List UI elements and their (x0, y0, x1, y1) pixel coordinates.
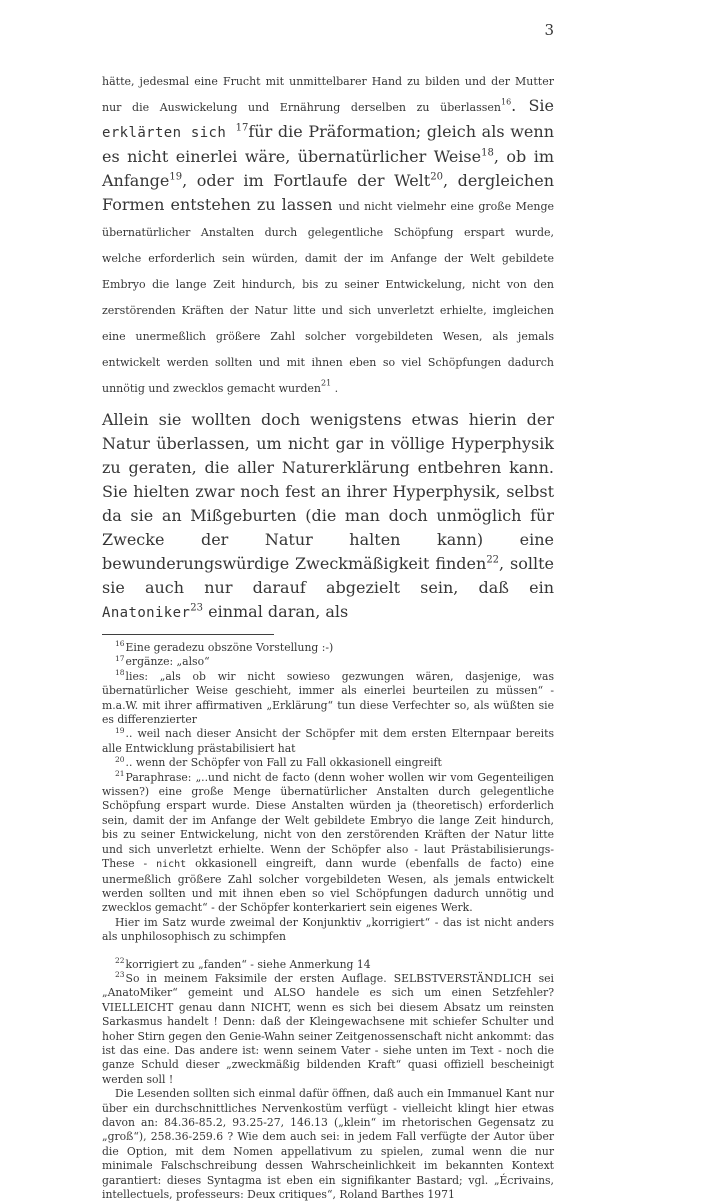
footnote-reference: 23 (190, 602, 204, 614)
footnote-paragraph (102, 727, 554, 756)
footnote-paragraph (102, 641, 554, 655)
footnote-item (102, 727, 554, 756)
text-segment: lies: „als ob wir nicht sowieso gezwungen wären, dasjenige, was übernatürlicher Weise geschieht, immer als einerlei beurteilen zu müssen“ - m.a.W. mit ihrer affirmativen „Erklärung“ tun diese Verfechter so, als wüßten sie es differenzierter (102, 669, 554, 727)
footnote-paragraph (102, 955, 554, 972)
footnote-paragraph (102, 670, 554, 728)
text-segment: .. weil nach dieser Ansicht der Schöpfer mit dem ersten Elternpaar bereits alle Entwicklung prästabilisiert hat (102, 727, 554, 755)
footnote-item (102, 955, 554, 972)
footnote-group (102, 641, 554, 945)
text-segment: Allein sie wollten doch wenigstens etwas hierin der Natur überlassen, um nicht gar in völlige Hyperphysik zu geraten, die aller Naturerklärung entbehren kann. Sie hielten zwar noch fest an ihrer Hyperphysik, selbst da sie an Mißgeburten (die man doch unmöglich für Zwecke der Natur halten kann) eine bewunderungswürdige Zweckmäßigkeit finden (102, 410, 554, 573)
footnote-marker: 20 (115, 754, 125, 764)
text-segment: . (331, 382, 339, 395)
paragraph (102, 68, 554, 401)
text-segment: .. wenn der Schöpfer von Fall zu Fall okkasionell eingreift (125, 756, 442, 770)
footnote-marker: 17 (115, 653, 125, 663)
footnote-marker: 19 (115, 725, 125, 735)
text-segment: , oder im Fortlaufe der Welt (182, 171, 431, 190)
footnote-item (102, 771, 554, 945)
footnote-paragraph (102, 972, 554, 1087)
footnote-group (102, 955, 554, 1202)
text-segment: hätte, jedesmal eine Frucht mit unmittelbarer Hand zu bilden und der Mutter nur die Auswickelung und Ernährung derselben zu überlassen (102, 75, 554, 114)
footnote-item (102, 670, 554, 728)
footnote-paragraph (102, 916, 554, 945)
footnote-paragraph (102, 655, 554, 669)
text-segment: Anatoniker (102, 605, 191, 621)
footnote-reference: 22 (486, 554, 500, 566)
text-segment: Hier im Satz wurde zweimal der Konjunktiv „korrigiert“ - das ist nicht anders als unphilosophisch zu schimpfen (102, 915, 554, 944)
main-text (102, 68, 554, 625)
footnote-reference: 19 (169, 171, 183, 183)
footnote-marker: 18 (115, 668, 125, 678)
text-segment: korrigiert zu „fanden“ - siehe Anmerkung 14 (125, 957, 371, 971)
footnotes-section (102, 641, 554, 1202)
text-segment: Eine geradezu obszöne Vorstellung :-) (125, 641, 334, 654)
footnote-reference: 21 (321, 378, 332, 388)
text-segment: So in meinem Faksimile der ersten Auflage. SELBSTVERSTÄNDLICH sei „AnatoMiker“ gemeint und ALSO handele es sich um einen Setzfehler? VIELLEICHT genau dann NICHT, wenn es sich bei diesem Absatz um reinsten Sarkasmus handelt ! Denn: daß der Kleingewachsene mit schiefer Schulter und hoher Stirn gegen den Genie-Wahn seiner Zeitgenossenschaft nicht ankommt: das ist das eine. Das andere ist: wenn seinem Vater - siehe unten im Text - noch die ganze Schuld dieser „zweckmäßig bildenden Kraft“ quasi offiziell bescheinigt werden soll ! (102, 971, 554, 1086)
footnote-paragraph (102, 756, 554, 770)
footnote-marker: 16 (115, 639, 125, 649)
footnote-paragraph (102, 1087, 554, 1202)
footnote-item (102, 655, 554, 669)
text-segment: , dergleichen Formen entstehen zu lassen (102, 171, 554, 214)
footnote-marker: 23 (115, 970, 125, 980)
footnote-rule (102, 634, 274, 635)
page-number: 3 (544, 21, 554, 39)
text-segment: , ob im Anfange (102, 147, 554, 190)
footnote-paragraph (102, 771, 554, 916)
footnote-item (102, 641, 554, 655)
footnote-reference: 20 (430, 171, 443, 183)
text-segment: Paraphrase: „..und nicht de facto (denn woher wollen wir vom Gegenteiligen wissen?) eine große Menge übernatürlicher Anstalten durch gelegentliche Schöpfung erspart wurde. Diese Anstalten würden ja (theoretisch) erforderlich sein, damit der im Anfange der Welt gebildete Embryo die lange Zeit hindurch, bis zu seiner Entwickelung, nicht von den zerstörenden Kräften der Natur litte und sich unverletzt erhielte. Wenn der Schöpfer also - laut Prästabilisierungs-These - (102, 770, 554, 871)
text-segment: , sollte sie auch nur darauf abgezielt sein, daß ein (102, 554, 554, 597)
footnote-marker: 21 (115, 769, 125, 779)
text-segment: und nicht vielmehr eine große Menge übernatürlicher Anstalten durch gelegentliche Schöpfung erspart wurde, welche erforderlich sein würden, damit der im Anfange der Welt gebildete Embryo die lange Zeit hindurch, bis zu seiner Entwickelung, nicht von den zerstörenden Kräften der Natur litte und sich unverletzt erhielte, imgleichen eine unermeßlich größere Zahl solcher vorgebildeten Wesen, als jemals entwickelt werden sollten und mit ihnen eben so viel Schöpfungen dadurch unnötig und zwecklos gemacht wurden (102, 200, 554, 395)
text-segment: okkasionell eingreift, dann wurde (ebenfalls de facto) eine unermeßlich größere Zahl solcher vorgebildeten Wesen, als jemals entwickelt werden sollten und mit ihnen eben so viel Schöpfungen dadurch unnötig und zwecklos gemacht“ - der Schöpfer konterkariert sein eigenes Werk. (102, 857, 554, 915)
footnote-reference: 17 (235, 122, 249, 134)
text-segment: Die Lesenden sollten sich einmal dafür öffnen, daß auch ein Immanuel Kant nur über ein durchschnittliches Nervenkostüm verfügt - vielleicht klingt hier etwas davon an: 84.36-85.2, 93.25-27, 146.13 („klein“ im rhetorischen Gegensatz zu „groß“), 258.36-259.6 ? Wie dem auch sei: in jedem Fall verfügte der Autor über die Option, mit dem Nomen appellativum zu spielen, zumal wenn die nur minimale Falschschreibung dessen Wahrscheinlichkeit im bekannten Kontext garantiert: dieses Syntagma ist eben ein signifikanter Bastard; vgl. „Écrivains, intellectuels, professeurs: Deux critiques“, Roland Barthes 1971 (102, 1087, 554, 1202)
text-segment: erklärten sich (102, 125, 236, 141)
text-segment: nicht (156, 859, 187, 871)
text-segment: ergänze: „also“ (125, 655, 210, 669)
paragraph (102, 408, 554, 625)
footnote-marker: 22 (115, 955, 125, 965)
footnote-item (102, 972, 554, 1202)
text-segment: einmal daran, als (203, 602, 349, 621)
footnote-reference: 18 (481, 147, 494, 159)
text-segment: . Sie (511, 96, 555, 115)
footnote-item (102, 756, 554, 770)
text-segment: für die Präformation; gleich als wenn es nicht einerlei wäre, übernatürlicher Weise (102, 122, 554, 166)
footnote-reference: 16 (500, 97, 512, 107)
